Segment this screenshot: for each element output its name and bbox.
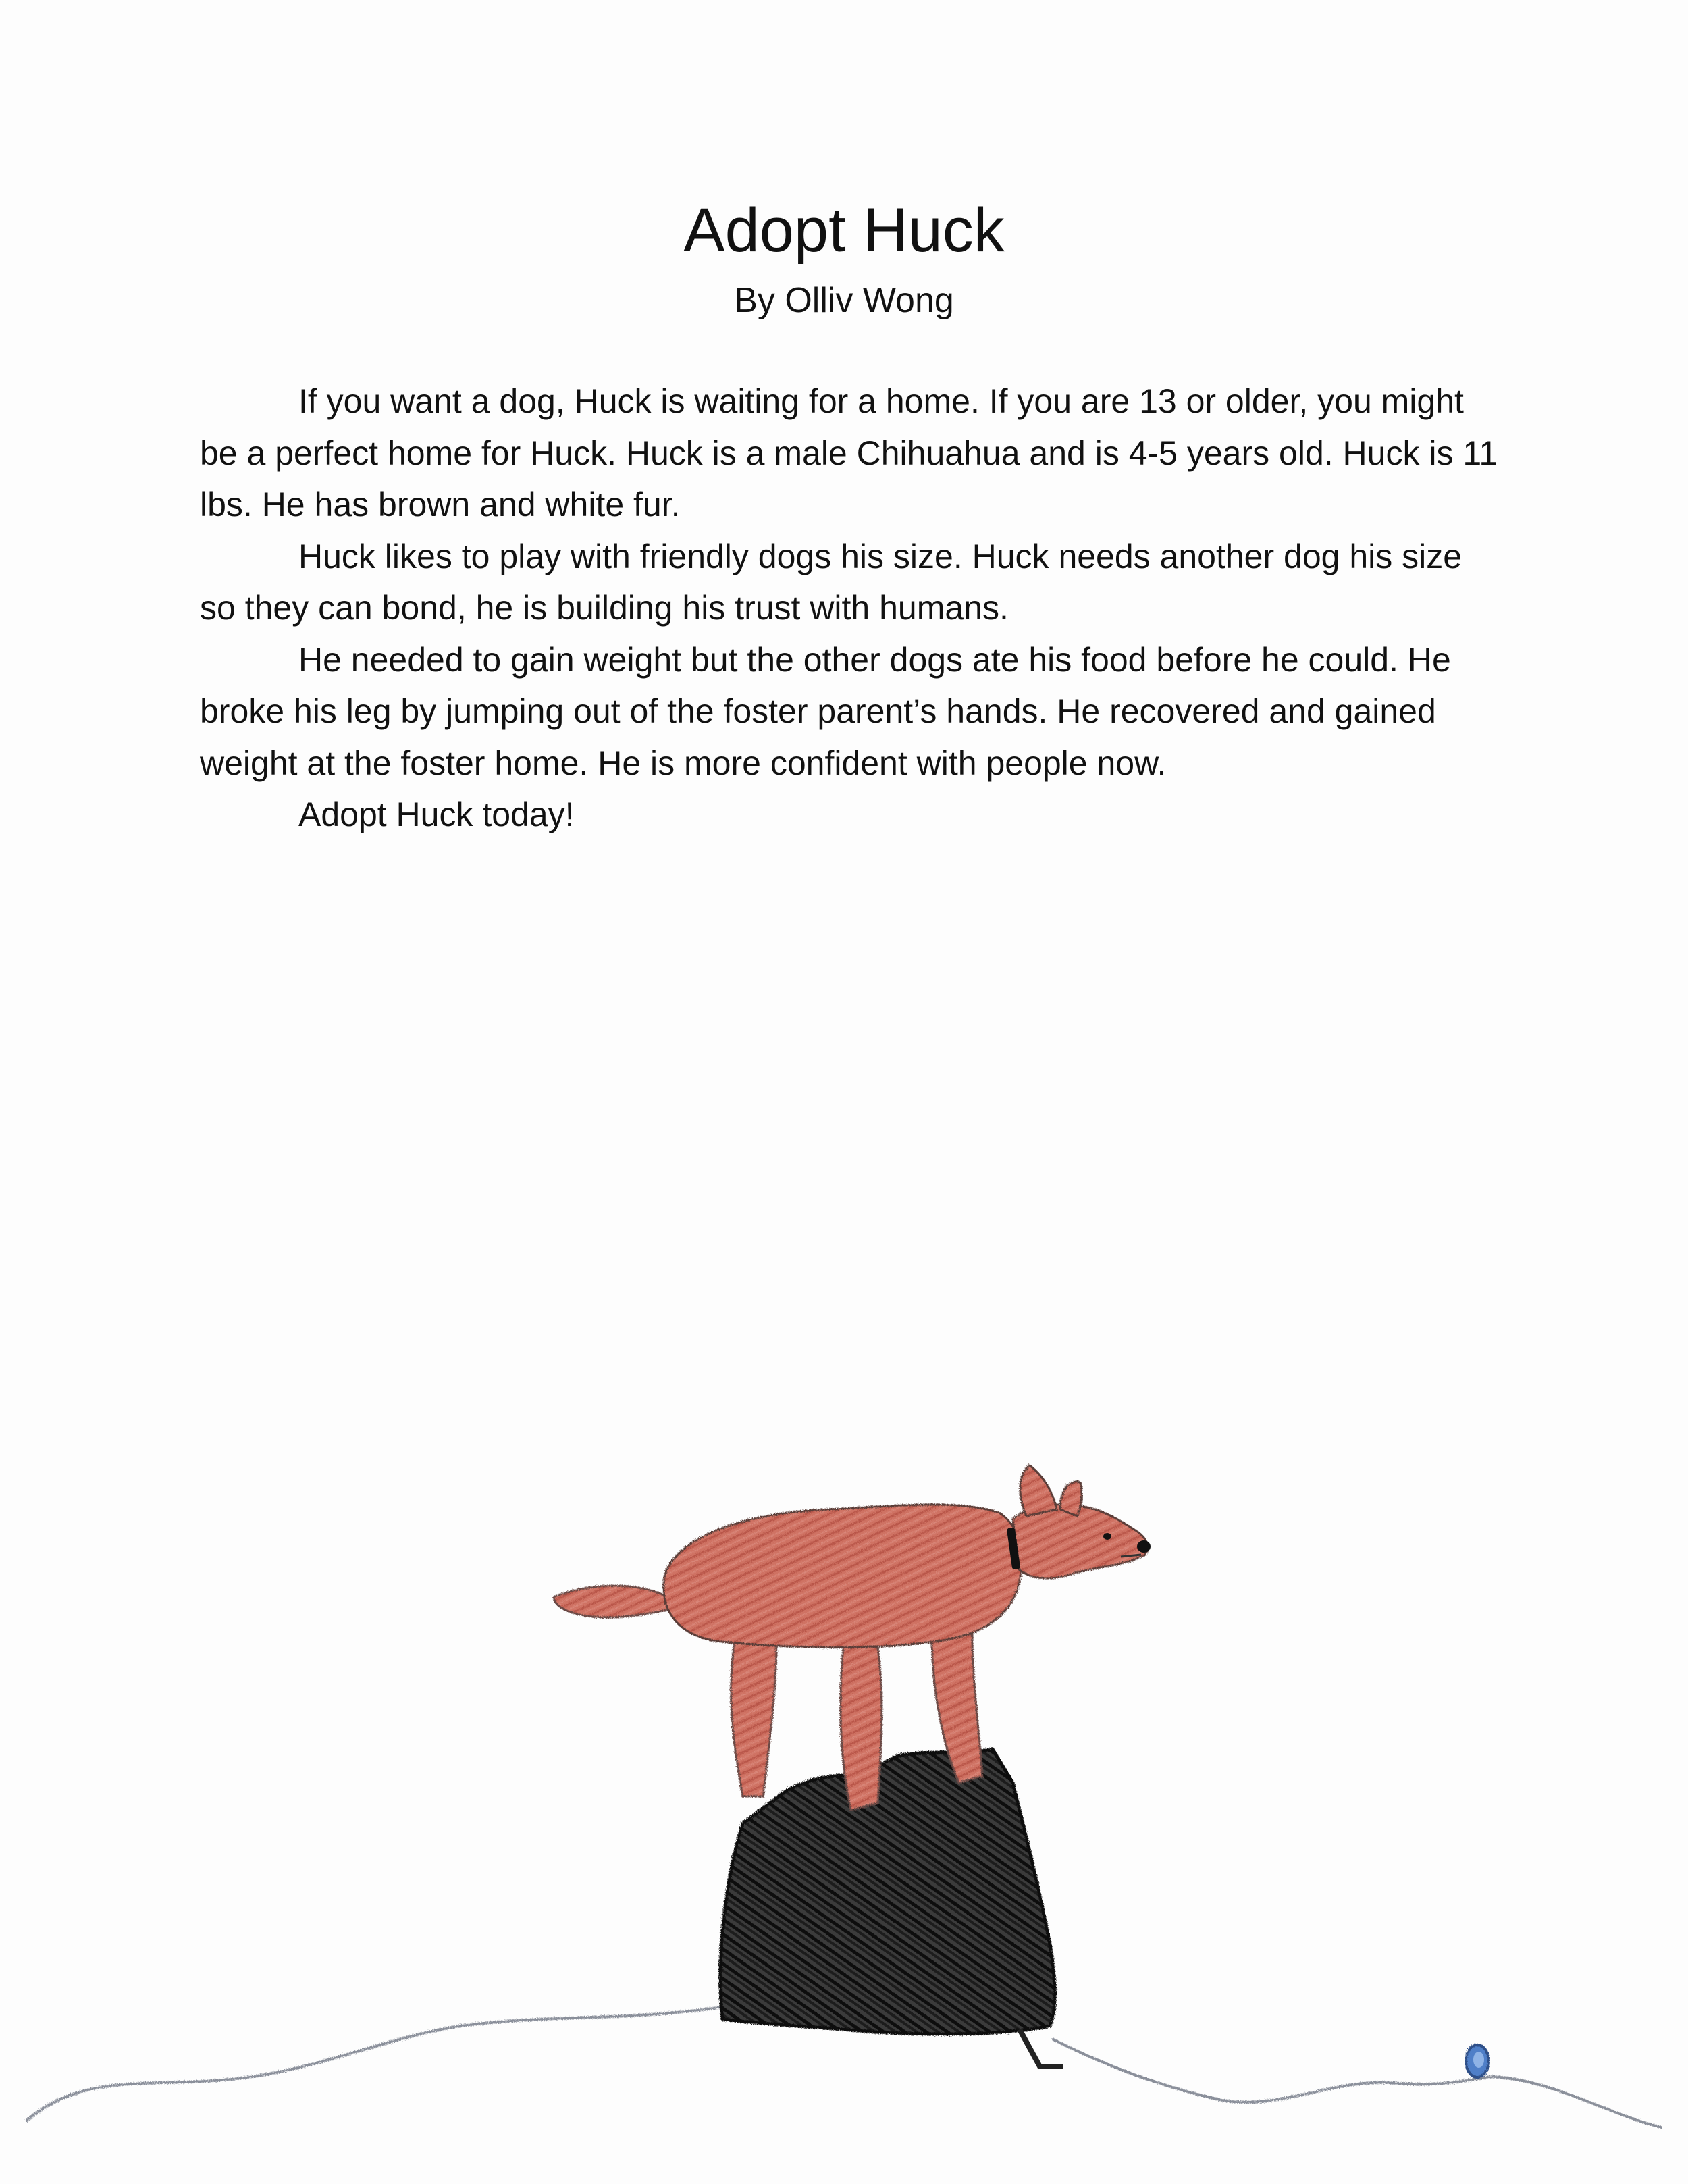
dog-leg-back bbox=[731, 1634, 776, 1796]
dog-illustration bbox=[0, 1418, 1688, 2184]
dog-ear-2 bbox=[1060, 1482, 1082, 1516]
body-text bbox=[200, 375, 1503, 841]
dog-body bbox=[664, 1505, 1022, 1647]
paragraph-2: Huck likes to play with friendly dogs his size. Huck needs another dog his size so they can bond, he is building his trust with humans. bbox=[200, 537, 1462, 627]
rock bbox=[720, 1749, 1055, 2034]
paragraph-1: If you want a dog, Huck is waiting for a home. If you are 13 or older, you might be a perfect home for Huck. Huck is a male Chihuahua and is 4-5 years old. Huck is 11 lbs. He has brown and white fur. bbox=[200, 382, 1498, 523]
rock-base bbox=[1020, 2029, 1063, 2066]
page-title: Adopt Huck bbox=[683, 196, 1005, 265]
dog-eye bbox=[1103, 1533, 1111, 1540]
pebble-highlight bbox=[1473, 2052, 1484, 2068]
dog-ear bbox=[1020, 1465, 1057, 1516]
dog-leg-back-2 bbox=[841, 1641, 882, 1810]
author-byline: By Olliv Wong bbox=[734, 281, 954, 320]
dog-head bbox=[1013, 1505, 1148, 1578]
paragraph-3: He needed to gain weight but the other dogs ate his food before he could. He broke his leg by jumping out of the foster parent’s hands. He recovered and gained weight at the foster home. He is more confident with people now. bbox=[200, 640, 1451, 782]
paragraph-4: Adopt Huck today! bbox=[298, 796, 575, 833]
dog-nose bbox=[1137, 1540, 1151, 1553]
